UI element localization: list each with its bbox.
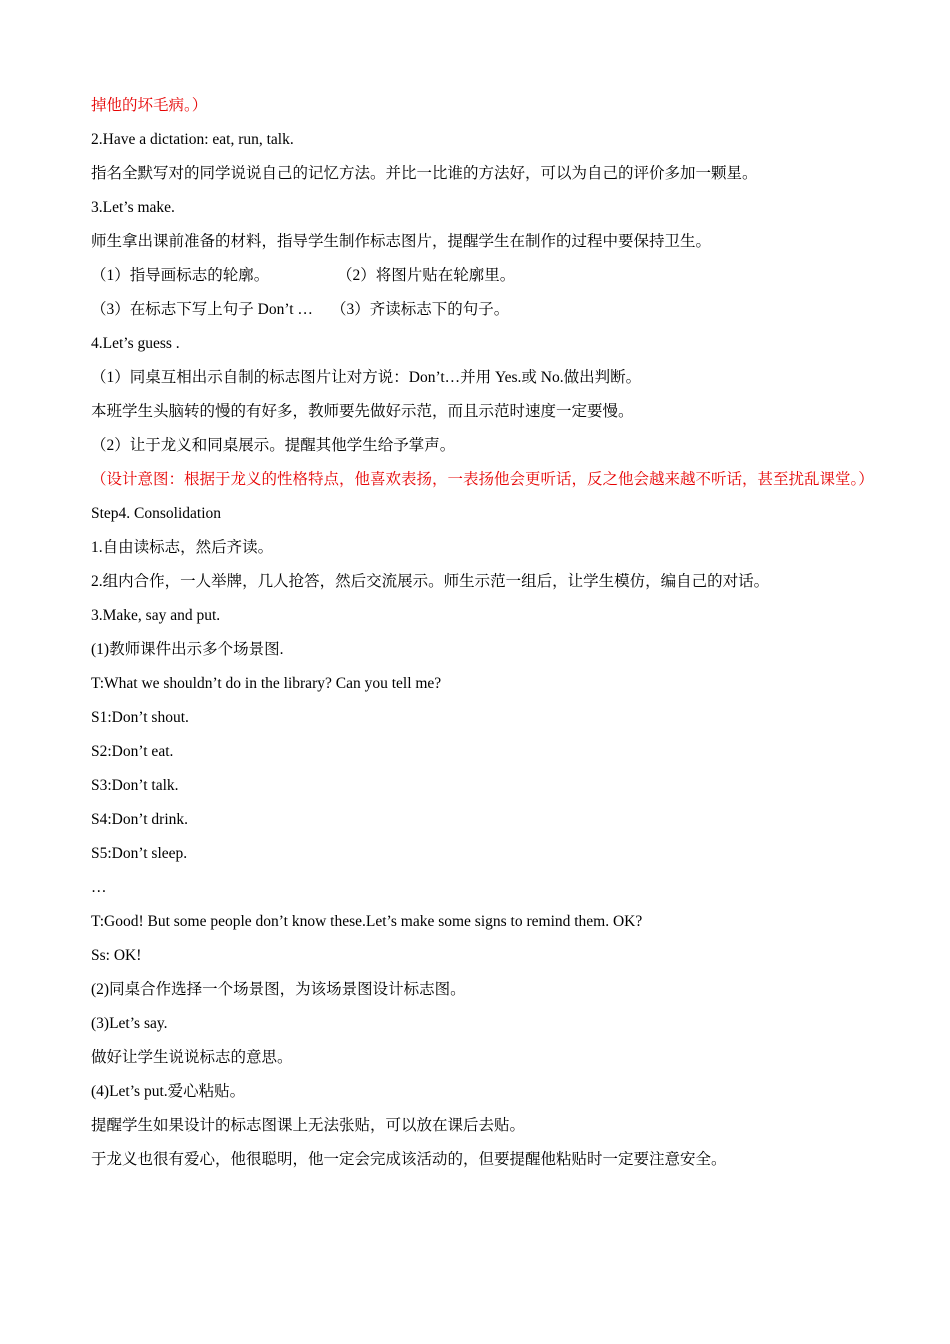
scene-step-4: (4)Let’s put.爱心粘贴。 [91, 1083, 246, 1100]
guess-step-1: （1）同桌互相出示自制的标志图片让对方说：Don’t…并用 Yes.或 No.做出判断。 [91, 369, 642, 386]
make-step-2: （2）将图片贴在轮廓里。 [337, 267, 516, 284]
dialogue-s2: S2:Don’t eat. [91, 743, 174, 760]
make-step-3: （3）在标志下写上句子 Don’t … [91, 301, 313, 318]
put-reminder: 提醒学生如果设计的标志图课上无法张贴，可以放在课后去贴。 [91, 1117, 526, 1134]
consolidation-1: 1.自由读标志，然后齐读。 [91, 539, 274, 556]
design-intent-paragraph: （设计意图：根据于龙义的性格特点，他喜欢表扬，一表扬他会更听话，反之他会越来越不听话，甚至扰乱课堂。） [91, 471, 874, 488]
consolidation-2: 2.组内合作，一人举牌，几人抢答，然后交流展示。师生示范一组后，让学生模仿，编自己的对话。 [91, 573, 770, 590]
dictation-heading: 2.Have a dictation: eat, run, talk. [91, 131, 294, 148]
scene-step-2: (2)同桌合作选择一个场景图，为该场景图设计标志图。 [91, 981, 466, 998]
make-steps-row-2 [91, 300, 871, 320]
lets-guess-heading: 4.Let’s guess . [91, 335, 180, 352]
dialogue-s4: S4:Don’t drink. [91, 811, 189, 828]
lets-make-heading: 3.Let’s make. [91, 199, 175, 216]
guess-step-2: （2）让于龙义和同桌展示。提醒其他学生给予掌声。 [91, 437, 456, 454]
lets-make-instruction: 师生拿出课前准备的材料，指导学生制作标志图片，提醒学生在制作的过程中要保持卫生。 [91, 233, 712, 250]
dialogue-teacher-question: T:What we shouldn’t do in the library? Can you tell me? [91, 675, 442, 692]
make-step-1: （1）指导画标志的轮廓。 [91, 267, 270, 284]
document-page [91, 96, 874, 1184]
dialogue-s5: S5:Don’t sleep. [91, 845, 188, 862]
dialogue-teacher-good: T:Good! But some people don’t know these.Let’s make some signs to remind them. OK? [91, 913, 643, 930]
scene-step-3: (3)Let’s say. [91, 1015, 168, 1032]
final-note: 于龙义也很有爱心，他很聪明，他一定会完成该活动的，但要提醒他粘贴时一定要注意安全。 [91, 1151, 727, 1168]
step4-heading: Step4. Consolidation [91, 505, 222, 522]
scene-step-1: (1)教师课件出示多个场景图. [91, 641, 284, 658]
dialogue-s1: S1:Don’t shout. [91, 709, 189, 726]
dictation-instruction: 指名全默写对的同学说说自己的记忆方法。并比一比谁的方法好，可以为自己的评价多加一颗星。 [91, 165, 758, 182]
dialogue-s3: S3:Don’t talk. [91, 777, 179, 794]
say-instruction: 做好让学生说说标志的意思。 [91, 1049, 293, 1066]
dialogue-ss-ok: Ss: OK! [91, 947, 142, 964]
consolidation-3-heading: 3.Make, say and put. [91, 607, 221, 624]
make-steps-row-1 [91, 266, 871, 286]
dialogue-ellipsis: … [91, 879, 107, 896]
make-step-4: （3）齐读标志下的句子。 [331, 301, 510, 318]
design-intent-tail: 掉他的坏毛病。） [91, 97, 208, 114]
guess-note: 本班学生头脑转的慢的有好多，教师要先做好示范，而且示范时速度一定要慢。 [91, 403, 634, 420]
